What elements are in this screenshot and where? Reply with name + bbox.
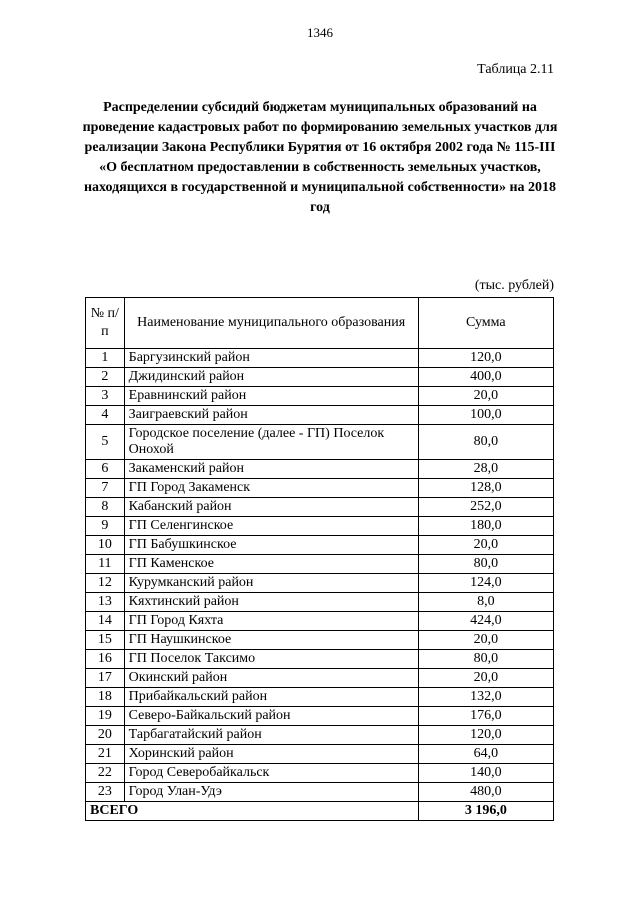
- row-sum: 252,0: [418, 498, 553, 517]
- row-name: Еравнинский район: [124, 387, 418, 406]
- row-sum: 400,0: [418, 368, 553, 387]
- document-title: Распределении субсидий бюджетам муниципальных образований на проведение кадастровых работ по формированию земельных участков для реализации Закона Республики Бурятия от 16 октября 2002 года № 115-III «О бесплатном предоставлении в собственность земельных участков, находящихся в государственной и муниципальной собственности» на 2018 год: [82, 100, 558, 215]
- table-row: [86, 612, 554, 631]
- row-name: ГП Каменское: [124, 555, 418, 574]
- header-num: № п/п: [86, 298, 125, 349]
- subsidy-table: [85, 297, 554, 821]
- row-num: 22: [86, 764, 125, 783]
- units-label: (тыс. рублей): [474, 278, 554, 293]
- row-num: 14: [86, 612, 125, 631]
- row-name: ГП Город Кяхта: [124, 612, 418, 631]
- row-num: 21: [86, 745, 125, 764]
- table-row: [86, 650, 554, 669]
- row-num: 16: [86, 650, 125, 669]
- row-num: 5: [86, 425, 125, 460]
- row-name: Закаменский район: [124, 460, 418, 479]
- table-row: [86, 726, 554, 745]
- row-sum: 20,0: [418, 536, 553, 555]
- row-sum: 140,0: [418, 764, 553, 783]
- page-number: 1346: [307, 25, 333, 40]
- row-sum: 80,0: [418, 650, 553, 669]
- row-name: Городское поселение (далее - ГП) Поселок Онохой: [124, 425, 418, 460]
- row-sum: 20,0: [418, 631, 553, 650]
- row-sum: 80,0: [418, 555, 553, 574]
- table-row: [86, 764, 554, 783]
- row-num: 23: [86, 783, 125, 802]
- row-sum: 480,0: [418, 783, 553, 802]
- row-sum: 100,0: [418, 406, 553, 425]
- table-row: [86, 498, 554, 517]
- header-name: Наименование муниципального образования: [124, 298, 418, 349]
- row-num: 1: [86, 349, 125, 368]
- table-row: [86, 688, 554, 707]
- row-sum: 8,0: [418, 593, 553, 612]
- row-sum: 80,0: [418, 425, 553, 460]
- row-name: Курумканский район: [124, 574, 418, 593]
- row-sum: 176,0: [418, 707, 553, 726]
- row-num: 13: [86, 593, 125, 612]
- row-name: Тарбагатайский район: [124, 726, 418, 745]
- row-sum: 28,0: [418, 460, 553, 479]
- row-name: Хоринский район: [124, 745, 418, 764]
- table-row: [86, 387, 554, 406]
- table-row: [86, 745, 554, 764]
- table-row: [86, 631, 554, 650]
- row-name: ГП Наушкинское: [124, 631, 418, 650]
- table-row: [86, 460, 554, 479]
- table-row: [86, 517, 554, 536]
- row-name: ГП Селенгинское: [124, 517, 418, 536]
- row-name: Кяхтинский район: [124, 593, 418, 612]
- row-num: 8: [86, 498, 125, 517]
- row-name: Джидинский район: [124, 368, 418, 387]
- table-label: Таблица 2.11: [477, 62, 554, 77]
- row-sum: 124,0: [418, 574, 553, 593]
- table-row: [86, 368, 554, 387]
- row-sum: 20,0: [418, 669, 553, 688]
- table-row: [86, 479, 554, 498]
- table-header-row: [86, 298, 554, 349]
- row-num: 19: [86, 707, 125, 726]
- row-sum: 20,0: [418, 387, 553, 406]
- row-sum: 128,0: [418, 479, 553, 498]
- row-sum: 120,0: [418, 726, 553, 745]
- row-num: 17: [86, 669, 125, 688]
- row-sum: 64,0: [418, 745, 553, 764]
- total-row: [86, 802, 554, 821]
- row-num: 6: [86, 460, 125, 479]
- row-name: Баргузинский район: [124, 349, 418, 368]
- row-name: Кабанский район: [124, 498, 418, 517]
- table-row: [86, 707, 554, 726]
- row-sum: 120,0: [418, 349, 553, 368]
- total-label: ВСЕГО: [86, 802, 419, 821]
- row-num: 12: [86, 574, 125, 593]
- row-name: Прибайкальский район: [124, 688, 418, 707]
- table-row: [86, 593, 554, 612]
- row-sum: 180,0: [418, 517, 553, 536]
- table-row: [86, 536, 554, 555]
- table-row: [86, 425, 554, 460]
- header-sum: Сумма: [418, 298, 553, 349]
- row-num: 11: [86, 555, 125, 574]
- row-name: Заиграевский район: [124, 406, 418, 425]
- row-name: ГП Поселок Таксимо: [124, 650, 418, 669]
- row-num: 2: [86, 368, 125, 387]
- table-row: [86, 574, 554, 593]
- table-row: [86, 783, 554, 802]
- row-name: Окинский район: [124, 669, 418, 688]
- row-num: 15: [86, 631, 125, 650]
- row-num: 18: [86, 688, 125, 707]
- row-num: 4: [86, 406, 125, 425]
- row-num: 10: [86, 536, 125, 555]
- row-sum: 424,0: [418, 612, 553, 631]
- row-name: Город Улан-Удэ: [124, 783, 418, 802]
- row-sum: 132,0: [418, 688, 553, 707]
- row-num: 7: [86, 479, 125, 498]
- row-num: 20: [86, 726, 125, 745]
- row-name: Северо-Байкальский район: [124, 707, 418, 726]
- total-sum: 3 196,0: [418, 802, 553, 821]
- table-row: [86, 555, 554, 574]
- table-row: [86, 406, 554, 425]
- table-row: [86, 669, 554, 688]
- row-num: 3: [86, 387, 125, 406]
- row-num: 9: [86, 517, 125, 536]
- row-name: ГП Город Закаменск: [124, 479, 418, 498]
- row-name: Город Северобайкальск: [124, 764, 418, 783]
- row-name: ГП Бабушкинское: [124, 536, 418, 555]
- table-row: [86, 349, 554, 368]
